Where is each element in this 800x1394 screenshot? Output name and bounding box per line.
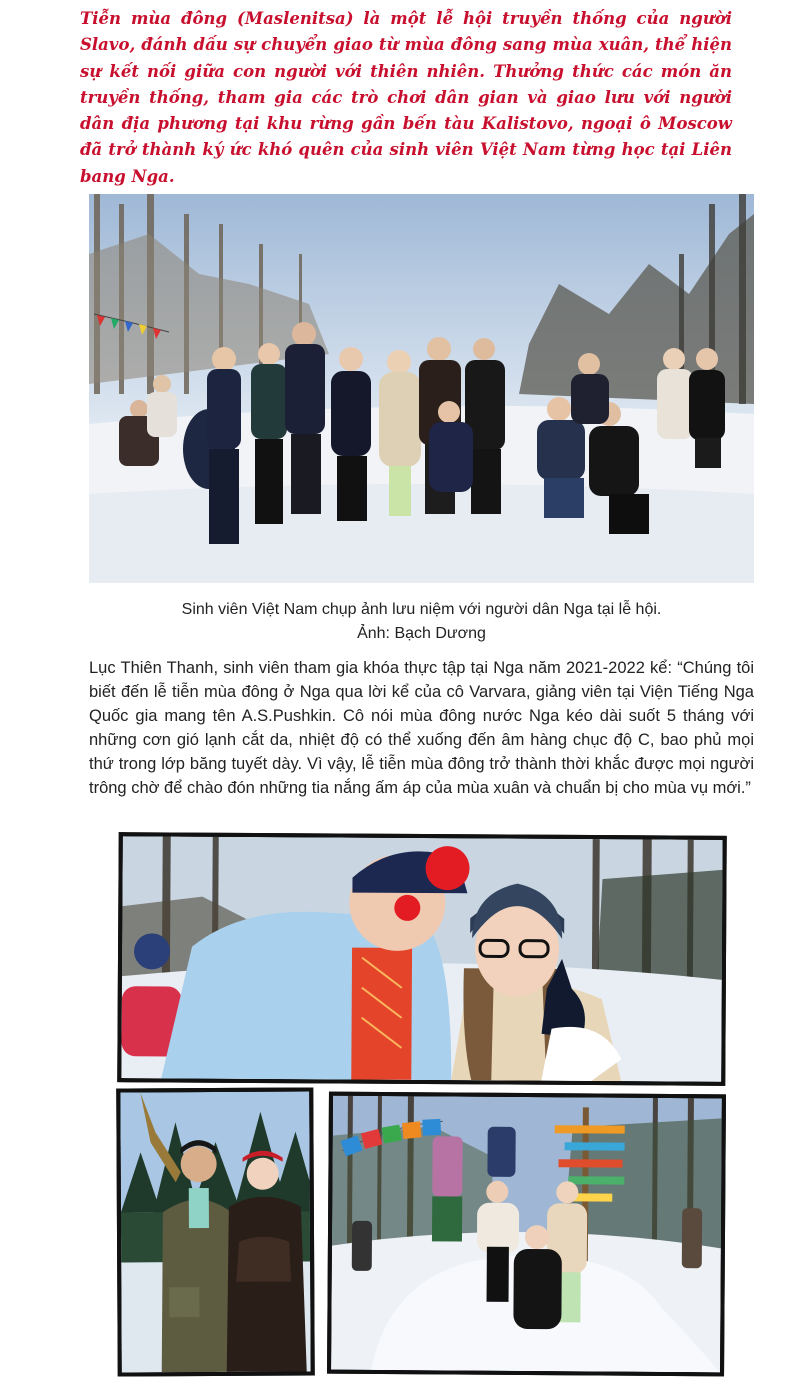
lead-paragraph: Tiễn mùa đông (Maslenitsa) là một lễ hội truyền thống của người Slavo, đánh dấu sự chuyển giao từ mùa đông sang mùa xuân, thể hiện sự kết nối giữa con người với thiên nhiên. Thưởng thức các món ăn truyền thống, tham gia các trò chơi dân gian và giao lưu với người dân địa phương tại khu rừng gần bến tàu Kalistovo, ngoại ô Moscow đã trở thành ký ức khó quên của sinh viên Việt Nam từng học tại Liên bang Nga. <box>80 9 732 186</box>
photo-caption <box>89 598 754 646</box>
caption-credit: Ảnh: Bạch Dương <box>357 625 486 642</box>
clown-selfie-photo <box>117 832 727 1086</box>
couple-forest-photo <box>116 1087 315 1376</box>
caption-line: Sinh viên Việt Nam chụp ảnh lưu niệm với người dân Nga tại lễ hội. <box>181 601 662 618</box>
body-paragraph: Lục Thiên Thanh, sinh viên tham gia khóa thực tập tại Nga năm 2021-2022 kể: “Chúng tôi biết đến lễ tiễn mùa đông ở Nga qua lời kể của cô Varvara, giảng viên tại Viện Tiếng Nga Quốc gia mang tên A.S.Pushkin. Cô nói mùa đông nước Nga kéo dài suốt 5 tháng với những cơn gió lạnh cắt da, nhiệt độ có thể xuống đến âm hàng chục độ C, bao phủ mọi thứ trong lớp băng tuyết dày. Vì vậy, lễ tiễn mùa đông trở thành thời khắc được mọi người trông chờ để chào đón những tia nắng ấm áp của mùa xuân và chuẩn bị cho mùa vụ mới.” <box>89 659 754 798</box>
snow-sculpture-photo <box>327 1092 726 1377</box>
group-photo <box>89 194 754 583</box>
